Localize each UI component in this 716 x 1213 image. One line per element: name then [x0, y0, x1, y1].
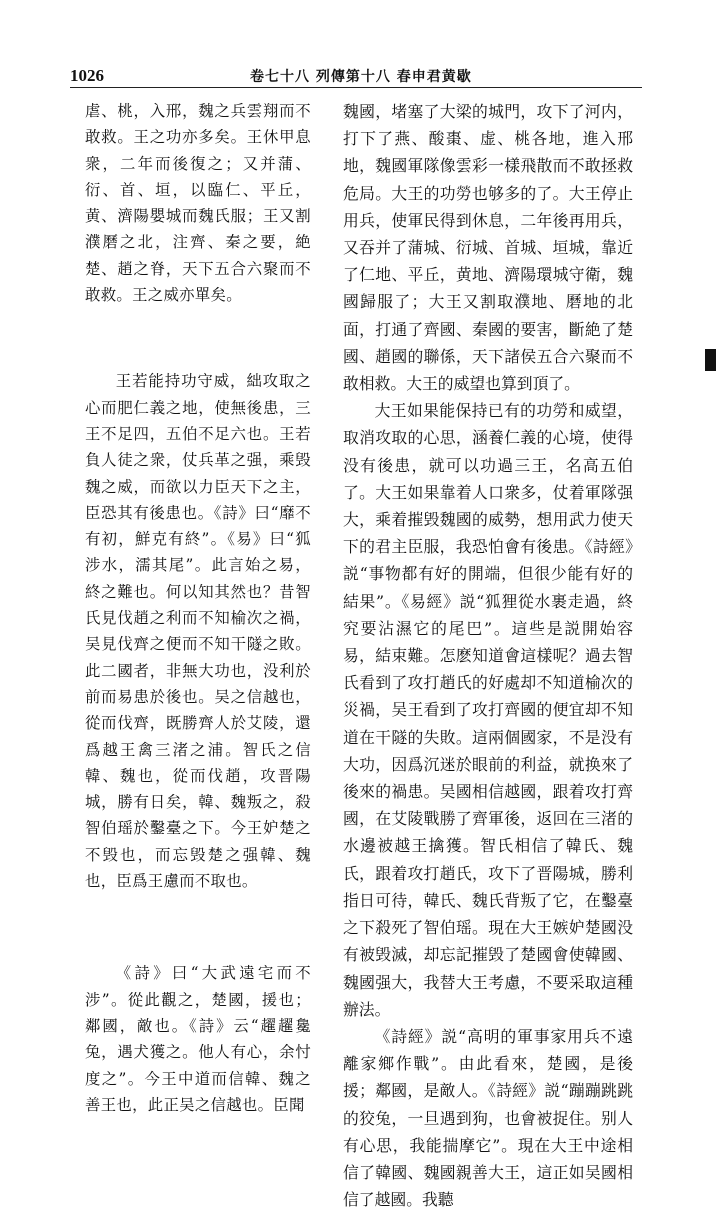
translation-paragraph: 魏國，堵塞了大梁的城門，攻下了河内，打下了燕、酸棗、虚、桃各地，進入邢地，魏國軍隊像雲彩一樣飛散而不敢拯救危局。大王的功勞也够多的了。大王停止用兵，使軍民得到休息，二年後再用兵，又吞并了蒲城、衍城、首城、垣城，靠近了仁地、平丘，黄地、濟陽環城守衛，魏國歸服了；大王又割取濮地、磿地的北面，打通了齊國、秦國的要害，斷絶了楚國、趙國的聯係，天下諸侯五合六聚而不敢相救。大王的威望也算到頂了。 — [343, 102, 633, 394]
page-edge-mark — [705, 349, 716, 371]
page-header — [0, 0, 716, 92]
translation-paragraph: 大王如果能保持已有的功勞和威望，取消攻取的心思，涵養仁義的心境，使得没有後患，就可以功過三王，名高五伯了。大王如果靠着人口衆多，仗着軍隊强大，乘着摧毁魏國的威勢，想用武力使天下的君主臣服，我恐怕會有後患。《詩經》説“事物都有好的開端，但很少能有好的結果”。《易經》説“狐狸從水裹走過，終究要沾濕它的尾巴”。這些是説開始容易，結束難。怎麽知道會這樣呢？過去智氏看到了攻打趙氏的好處却不知道榆次的災禍，吴王看到了攻打齊國的便宜却不知道在干隧的失敗。這兩個國家，不是没有大功，因爲沉迷於眼前的利益，就换來了後來的禍患。吴國相信越國，跟着攻打齊國，在艾陵戰勝了齊軍後，返回在三渚的水邊被越王擒獲。智氏相信了韓氏、魏氏，跟着攻打趙氏，攻下了晋陽城，勝利指日可待，韓氏、魏氏背叛了它，在鑿臺之下殺死了智伯瑶。現在大王嫉妒楚國没有被毁滅，却忘記摧毁了楚國會使韓國、魏國强大，我替大王考慮，不要采取這種辦法。 — [343, 401, 633, 1019]
page-number: 1026 — [70, 66, 104, 85]
translation-column — [343, 98, 633, 1213]
translation-paragraph: 《詩經》説“高明的軍事家用兵不遠離家鄉作戰”。由此看來，楚國，是後援；鄰國，是敵人。《詩經》説“蹦蹦跳跳的狡兔，一旦遇到狗，也會被捉住。别人有心思，我能揣摩它”。現在大王中途相信了韓國、魏國親善大王，這正如吴國相信了越國。我聽 — [343, 1026, 633, 1210]
header-rule — [70, 87, 642, 88]
classical-text-column — [85, 98, 311, 1118]
classical-paragraph: 王若能持功守威，絀攻取之心而肥仁義之地，使無後患，三王不足四，五伯不足六也。王若負人徒之衆，仗兵革之强，乘毁魏之威，而欲以力臣天下之主，臣恐其有後患也。《詩》曰“靡不有初，鮮克有終”。《易》曰“狐涉水，濡其尾”。此言始之易，終之難也。何以知其然也？昔智氏見伐趙之利而不知榆次之禍，吴見伐齊之便而不知干隧之敗。此二國者，非無大功也，没利於前而易患於後也。吴之信越也，從而伐齊，既勝齊人於艾陵，還爲越王禽三渚之浦。智氏之信韓、魏也，從而伐趙，攻晋陽城，勝有日矣，韓、魏叛之，殺智伯瑶於鑿臺之下。今王妒楚之不毁也，而忘毁楚之强韓、魏也，臣爲王慮而不取也。 — [85, 372, 311, 891]
running-title: 卷七十八 列傳第十八 春申君黄歇 — [250, 69, 472, 85]
classical-paragraph: 虐、桃，入邢，魏之兵雲翔而不敢救。王之功亦多矣。王休甲息衆，二年而後復之；又并蒲、衍、首、垣，以臨仁、平丘，黄、濟陽嬰城而魏氏服；王又割濮磿之北，注齊、秦之要，絶楚、趙之脊，天下五合六聚而不敢救。王之威亦單矣。 — [85, 102, 311, 305]
classical-paragraph: 《詩》曰“大武遠宅而不涉”。從此觀之，楚國，援也；鄰國，敵也。《詩》云“趯趯毚兔，遇犬獲之。他人有心，余忖度之”。今王中道而信韓、魏之善王也，此正吴之信越也。臣聞 — [85, 964, 311, 1114]
